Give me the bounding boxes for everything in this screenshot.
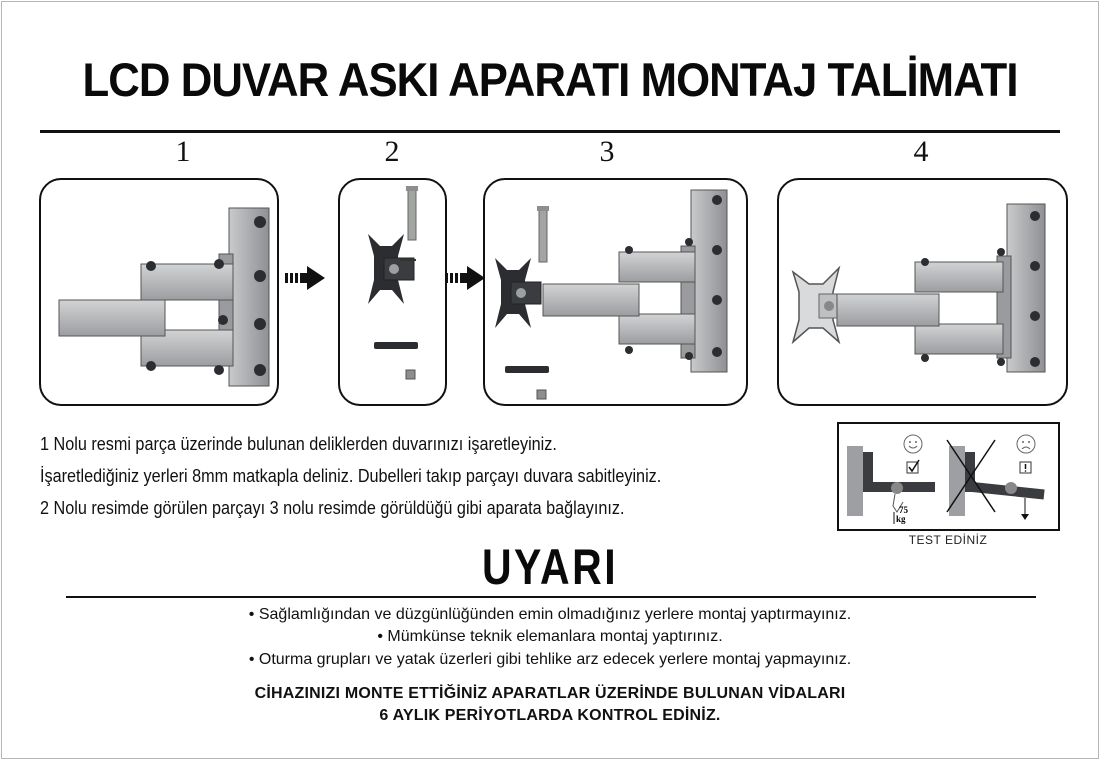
step-number-4: 4 (913, 135, 929, 168)
warning-note-line-2: 6 AYLIK PERİYOTLARDA KONTROL EDİNİZ. (379, 707, 721, 724)
warning-note-line-1: CİHAZINIZI MONTE ETTİĞİNİZ APARATLAR ÜZERİNDE BULUNAN VİDALARI (254, 685, 846, 702)
checkbox-check-icon (907, 460, 919, 473)
arrow-right-icon (285, 264, 327, 292)
wall-bracket-icon (485, 180, 746, 404)
step-1-panel (39, 178, 279, 406)
page-title: LCD DUVAR ASKI APARATI MONTAJ TALİMATI (82, 53, 1018, 106)
vesa-plate-icon (340, 180, 445, 404)
test-illustration-box (837, 422, 1060, 531)
title-divider (40, 130, 1060, 133)
smiley-sad-icon (1017, 435, 1035, 453)
test-weight-unit: kg (896, 514, 906, 524)
warning-bullet-2: • Mümkünse teknik elemanlara montaj yaptırınız. (377, 628, 723, 645)
step-2-panel (338, 178, 447, 406)
test-label: TEST EDİNİZ (908, 533, 988, 547)
test-weight-value: 75 (899, 505, 908, 515)
warning-title: UYARI (481, 539, 619, 595)
step-number-3: 3 (599, 135, 615, 168)
warning-exclamation-icon (1020, 462, 1031, 473)
step-3-panel (483, 178, 748, 406)
instruction-line-2: İşaretlediğiniz yerleri 8mm matkapla deliniz. Dubelleri takıp parçayı duvara sabitleyiniz. (40, 466, 662, 486)
step-number-1: 1 (175, 135, 191, 168)
smiley-happy-icon (904, 435, 922, 453)
warning-bullet-1: • Sağlamlığından ve düzgünlüğünden emin olmadığınız yerlere montaj yaptırmayınız. (248, 606, 852, 623)
warning-divider (66, 596, 1036, 598)
wall-bracket-icon (41, 180, 277, 404)
instruction-line-1: 1 Nolu resmi parça üzerinde bulunan deliklerden duvarınızı işaretleyiniz. (40, 434, 557, 454)
instruction-line-3: 2 Nolu resimde görülen parçayı 3 nolu resimde görüldüğü gibi aparata bağlayınız. (40, 498, 625, 518)
step-number-2: 2 (384, 135, 400, 168)
wall-bracket-icon (779, 180, 1066, 404)
step-4-panel (777, 178, 1068, 406)
arrow-right-icon (445, 264, 487, 292)
load-test-icon (839, 424, 1058, 529)
warning-bullet-3: • Oturma grupları ve yatak üzerleri gibi tehlike arz edecek yerlere montaj yapmayınız. (248, 651, 852, 668)
